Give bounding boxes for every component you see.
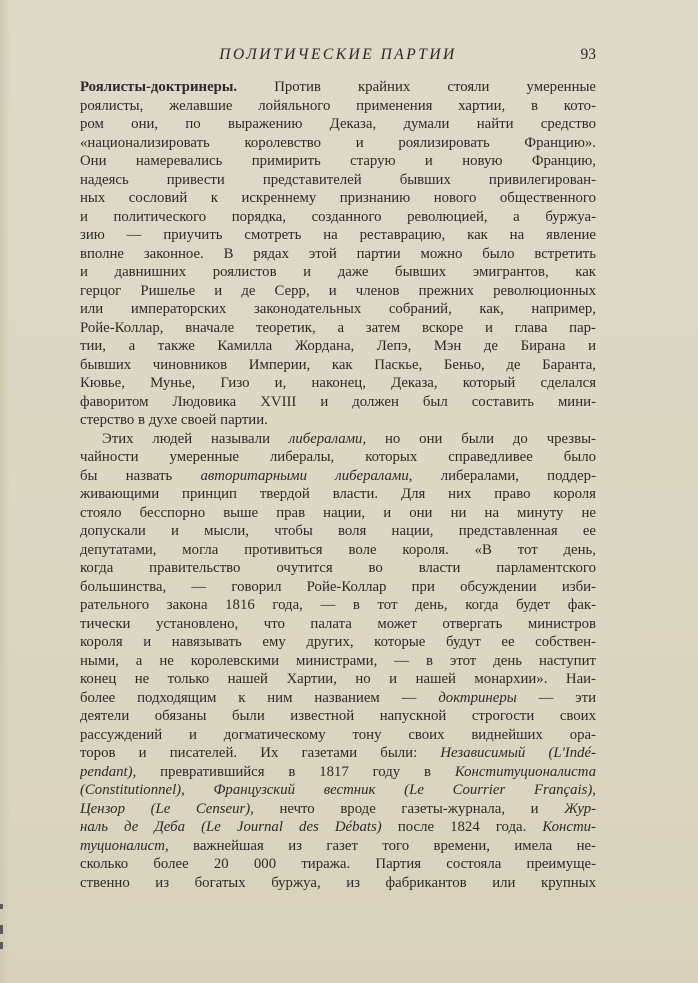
text-line (80, 504, 596, 523)
text-run: сколько более 20 000 тиража. Партия состояла преимуще- (80, 856, 596, 872)
page-edge-shadow (0, 0, 10, 983)
text-line (80, 522, 596, 541)
text-line (80, 393, 596, 412)
text-run: тически установлено, что палата может отвергать министров (80, 615, 596, 632)
running-title: ПОЛИТИЧЕСКИЕ ПАРТИИ (219, 46, 457, 63)
text-run: живающими принцип твердой власти. Для них право короля (80, 486, 596, 502)
italic-run: (Constitutionnel), Французский вестник (Le Courrier Français), (80, 782, 596, 798)
text-line (80, 467, 596, 486)
text-run: Они намеревались примирить старую и новую Францию, (80, 153, 596, 169)
text-run: бы назвать (80, 467, 201, 484)
text-run: , но они были до чрезвы- (362, 430, 596, 447)
text-run: после 1824 года. (381, 819, 543, 835)
text-line (80, 171, 596, 190)
text-line (80, 134, 596, 153)
text-line (80, 596, 596, 615)
text-line (80, 578, 596, 597)
italic-run: Конституционалиста (454, 763, 596, 780)
text-run: надеясь привести представителей бывших привилегирован- (80, 171, 596, 188)
text-run: ными, а не королевскими министрами, — в этот день наступит (80, 652, 596, 669)
text-line (80, 837, 596, 856)
text-run: допускали и мысли, чтобы воля нации, представленная ее (80, 523, 596, 539)
text-line (80, 337, 596, 356)
bold-run: Роялисты-доктринеры. (80, 79, 238, 95)
text-line (80, 744, 596, 763)
text-line (80, 855, 596, 874)
text-run: рассуждений и догматическому тону своих виднейших ора- (80, 726, 596, 743)
text-run: конец не только нашей Хартии, но и нашей монархии». Наи- (80, 671, 596, 687)
scan-speck (0, 942, 3, 949)
scan-speck (0, 904, 3, 909)
text-run: стерство в духе своей партии. (80, 412, 268, 428)
text-line (80, 652, 596, 671)
text-line (80, 615, 596, 634)
text-line (80, 485, 596, 504)
text-line (80, 356, 596, 375)
text-line (80, 263, 596, 282)
text-run: и политического порядка, созданного революцией, а буржуа- (80, 208, 596, 225)
text-line (80, 78, 596, 97)
text-run: бывших чиновников Империи, как Паскье, Беньо, де Баранта, (80, 356, 596, 373)
text-run: зию — приучить смотреть на реставрацию, как на явление (80, 227, 596, 243)
italic-run: Консти- (542, 819, 596, 835)
text-line (80, 818, 596, 837)
text-line (80, 633, 596, 652)
text-line (80, 541, 596, 560)
text-line (80, 448, 596, 467)
text-run: , либералами, поддер- (408, 467, 596, 484)
text-run: , нечто вроде газеты-журнала, и (250, 800, 565, 817)
text-line (80, 319, 596, 338)
text-line (80, 874, 596, 893)
text-line (80, 430, 596, 449)
text-run: ром они, по выражению Деказа, думали найти средство (80, 116, 596, 132)
text-line (80, 115, 596, 134)
text-run: или императорских законодательных собраний, как, например, (80, 301, 596, 317)
italic-run: туционалист (80, 837, 165, 854)
text-run: Этих людей называли (102, 430, 289, 447)
text-run: большинства, — говорил Ройе-Коллар при обсуждении изби- (80, 578, 596, 595)
text-line (80, 189, 596, 208)
text-run: фаворитом Людовика XVIII и должен был составить мини- (80, 393, 596, 410)
text-run: депутатами, могла противиться воле короля. «В тот день, (80, 541, 596, 558)
text-line (80, 97, 596, 116)
italic-run: наль де Деба (Le Journal des Débats) (80, 819, 382, 835)
italic-run: Независимый (L'Indé- (440, 745, 596, 761)
text-run: деятели обязаны были известной напускной строгости своих (80, 708, 596, 724)
text-run: вполне законное. В рядах этой партии можно было встретить (80, 245, 596, 262)
text-line (80, 411, 596, 430)
text-run: когда правительство очутится во власти парламентского (80, 560, 596, 576)
text-run: «национализировать королевство и роялизировать Францию». (80, 134, 596, 151)
text-line (80, 245, 596, 264)
scan-speck (0, 925, 3, 934)
text-run: тии, а также Камилла Жордана, Лепэ, Мэн де Бирана и (80, 338, 596, 354)
text-run: ных сословий к искреннему признанию нового общественного (80, 190, 596, 206)
text-line (80, 800, 596, 819)
text-run: более подходящим к ним названием — (80, 689, 439, 706)
text-line (80, 763, 596, 782)
text-run: Ройе-Коллар, вначале теоретик, а затем вскоре и глава пар- (80, 319, 596, 336)
text-run: ственно из богатых буржуа, из фабрикантов или крупных (80, 874, 596, 891)
text-line (80, 559, 596, 578)
text-run: чайности умеренные либералы, которых справедливее было (80, 449, 596, 465)
italic-run: pendant) (80, 763, 133, 780)
text-run: герцог Ришелье и де Серр, и членов прежних революционных (80, 282, 596, 299)
body-text (80, 78, 596, 892)
text-line (80, 726, 596, 745)
text-run: торов и писателей. Их газетами были: (80, 745, 441, 761)
text-run: и давнишних роялистов и даже бывших эмигрантов, как (80, 264, 596, 280)
page-number: 93 (580, 46, 596, 63)
text-run: Против крайних стояли умеренные (237, 79, 596, 95)
text-line (80, 208, 596, 227)
text-line (80, 707, 596, 726)
text-line (80, 152, 596, 171)
text-run: стояло бесспорно выше прав нации, и они ни на минуту не (80, 504, 596, 521)
text-line (80, 282, 596, 301)
italic-run: доктринеры (438, 689, 517, 706)
italic-run: авторитарными либералами (200, 467, 409, 484)
text-run: короля и навязывать ему других, которые будут ее собствен- (80, 634, 596, 650)
text-line (80, 781, 596, 800)
text-line (80, 689, 596, 708)
italic-run: Жур- (564, 800, 596, 817)
text-run: рательного закона 1816 года, — в тот день, когда будет фак- (80, 597, 596, 613)
text-line (80, 226, 596, 245)
text-run: , важнейшая из газет того времени, имела не- (164, 837, 596, 854)
text-line (80, 374, 596, 393)
text-run: , превратившийся в 1817 году в (132, 763, 455, 780)
page-header (80, 46, 596, 68)
italic-run: Цензор (Le Censeur) (80, 800, 251, 817)
text-run: роялисты, желавшие лойяльного применения хартии, в кото- (80, 97, 596, 114)
text-line (80, 300, 596, 319)
italic-run: либералами (288, 430, 363, 447)
text-run: Кювье, Мунье, Гизо и, наконец, Деказа, который сделался (80, 375, 596, 391)
text-line (80, 670, 596, 689)
text-run: — эти (516, 689, 596, 706)
